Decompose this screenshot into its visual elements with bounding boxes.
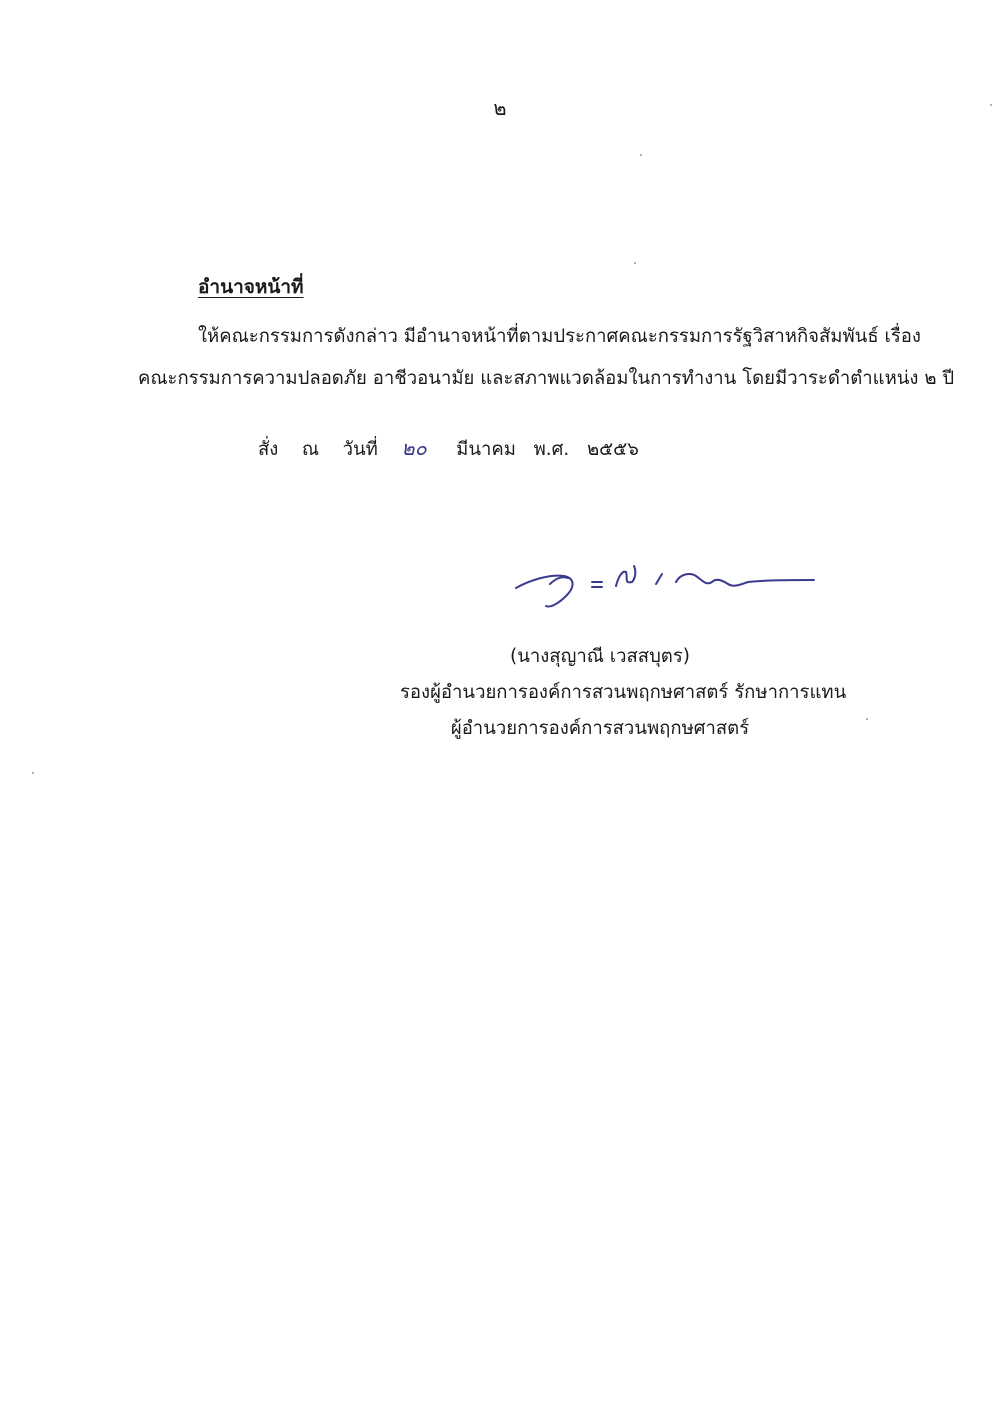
paragraph-line-1: ให้คณะกรรมการดังกล่าว มีอำนาจหน้าที่ตามประกาศคณะกรรมการรัฐวิสาหกิจสัมพันธ์ เรื่อง [198, 326, 921, 347]
section-heading: อำนาจหน้าที่ [198, 276, 304, 298]
paragraph-line-2: คณะกรรมการความปลอดภัย อาชีวอนามัย และสภาพแวดล้อมในการทำงาน โดยมีวาระดำตำแหน่ง ๒ ปี [138, 368, 955, 389]
order-era: พ.ศ. [533, 439, 570, 460]
handwritten-day: ๒๐ [401, 436, 427, 460]
order-prefix: สั่ง [258, 439, 279, 460]
signatory-position-line-2: ผู้อำนวยการองค์การสวนพฤกษศาสตร์ [450, 718, 750, 739]
signatory-name: (นางสุญาณี เวสสบุตร) [510, 646, 690, 667]
scan-speck [866, 718, 868, 720]
order-at: ณ [301, 439, 320, 460]
scan-speck [990, 104, 992, 106]
day-label: วันที่ [342, 439, 378, 460]
scan-speck [634, 262, 636, 264]
order-year: ๒๕๕๖ [586, 439, 639, 460]
scan-speck [640, 154, 642, 156]
page-number: ๒ [493, 96, 507, 120]
order-month: มีนาคม [456, 439, 516, 460]
order-date-line [258, 432, 639, 464]
handwritten-signature [510, 556, 820, 616]
signatory-position-line-1: รองผู้อำนวยการองค์การสวนพฤกษศาสตร์ รักษาการแทน [400, 682, 847, 703]
scan-speck [32, 772, 34, 774]
